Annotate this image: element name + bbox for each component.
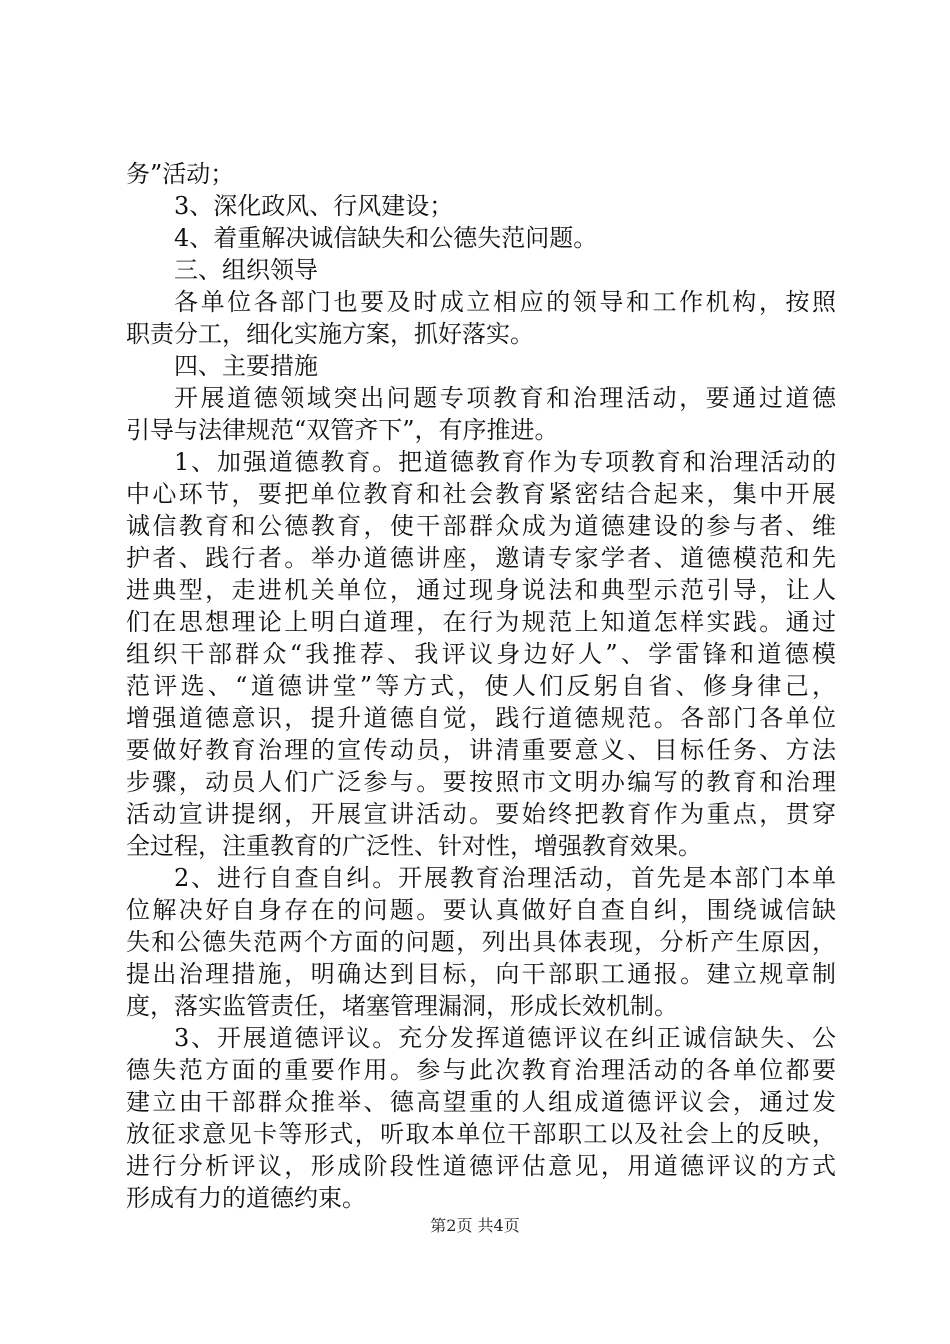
text-line: 护者、践行者。举办道德讲座，邀请专家学者、道德模范和先 [126, 544, 836, 572]
text-line: 提出治理措施，明确达到目标，向干部职工通报。建立规章制 [126, 960, 836, 988]
page-number: 第2页 共4页 [430, 1216, 520, 1235]
text-line: 诚信教育和公德教育，使干部群众成为道德建设的参与者、维 [126, 512, 836, 540]
text-line: 形成有力的道德约束。 [126, 1184, 366, 1212]
document-body [126, 158, 836, 1214]
text-line: 开展道德领域突出问题专项教育和治理活动，要通过道德 [174, 384, 836, 412]
text-line: 引导与法律规范“双管齐下”，有序推进。 [126, 416, 559, 444]
text-line: 放征求意见卡等形式，听取本单位干部职工以及社会上的反映， [126, 1120, 836, 1148]
text-line: 进典型，走进机关单位，通过现身说法和典型示范引导，让人 [126, 576, 836, 604]
text-line: 活动宣讲提纲，开展宣讲活动。要始终把教育作为重点，贯穿 [126, 800, 836, 828]
text-line: 2、进行自查自纠。开展教育治理活动，首先是本部门本单 [174, 864, 836, 892]
text-line: 各单位各部门也要及时成立相应的领导和工作机构，按照 [174, 288, 836, 316]
text-line: 3、开展道德评议。充分发挥道德评议在纠正诚信缺失、公 [174, 1024, 836, 1052]
section-heading: 四、主要措施 [174, 352, 318, 380]
list-item: 4、着重解决诚信缺失和公德失范问题。 [174, 224, 598, 252]
text-line: 失和公德失范两个方面的问题，列出具体表现，分析产生原因， [126, 928, 836, 956]
text-line: 们在思想理论上明白道理，在行为规范上知道怎样实践。通过 [126, 608, 836, 636]
text-line: 建立由干部群众推举、德高望重的人组成道德评议会，通过发 [126, 1088, 836, 1116]
text-line: 全过程，注重教育的广泛性、针对性，增强教育效果。 [126, 832, 702, 860]
text-line: 位解决好自身存在的问题。要认真做好自查自纠，围绕诚信缺 [126, 896, 836, 924]
text-line: 务”活动； [126, 160, 235, 188]
text-line: 增强道德意识，提升道德自觉，践行道德规范。各部门各单位 [126, 704, 836, 732]
text-line: 范评选、“道德讲堂”等方式，使人们反躬自省、修身律己， [126, 672, 836, 700]
text-line: 1、加强道德教育。把道德教育作为专项教育和治理活动的 [174, 448, 836, 476]
list-item: 3、深化政风、行风建设； [174, 192, 454, 220]
text-line: 职责分工，细化实施方案，抓好落实。 [126, 320, 534, 348]
text-line: 度，落实监管责任，堵塞管理漏洞，形成长效机制。 [126, 992, 678, 1020]
text-line: 德失范方面的重要作用。参与此次教育治理活动的各单位都要 [126, 1056, 836, 1084]
text-line: 步骤，动员人们广泛参与。要按照市文明办编写的教育和治理 [126, 768, 836, 796]
text-line: 进行分析评议，形成阶段性道德评估意见，用道德评议的方式 [126, 1152, 836, 1180]
text-line: 要做好教育治理的宣传动员，讲清重要意义、目标任务、方法 [126, 736, 836, 764]
section-heading: 三、组织领导 [174, 256, 318, 284]
text-line: 组织干部群众“我推荐、我评议身边好人”、学雷锋和道德模 [126, 640, 836, 668]
text-line: 中心环节，要把单位教育和社会教育紧密结合起来，集中开展 [126, 480, 836, 508]
